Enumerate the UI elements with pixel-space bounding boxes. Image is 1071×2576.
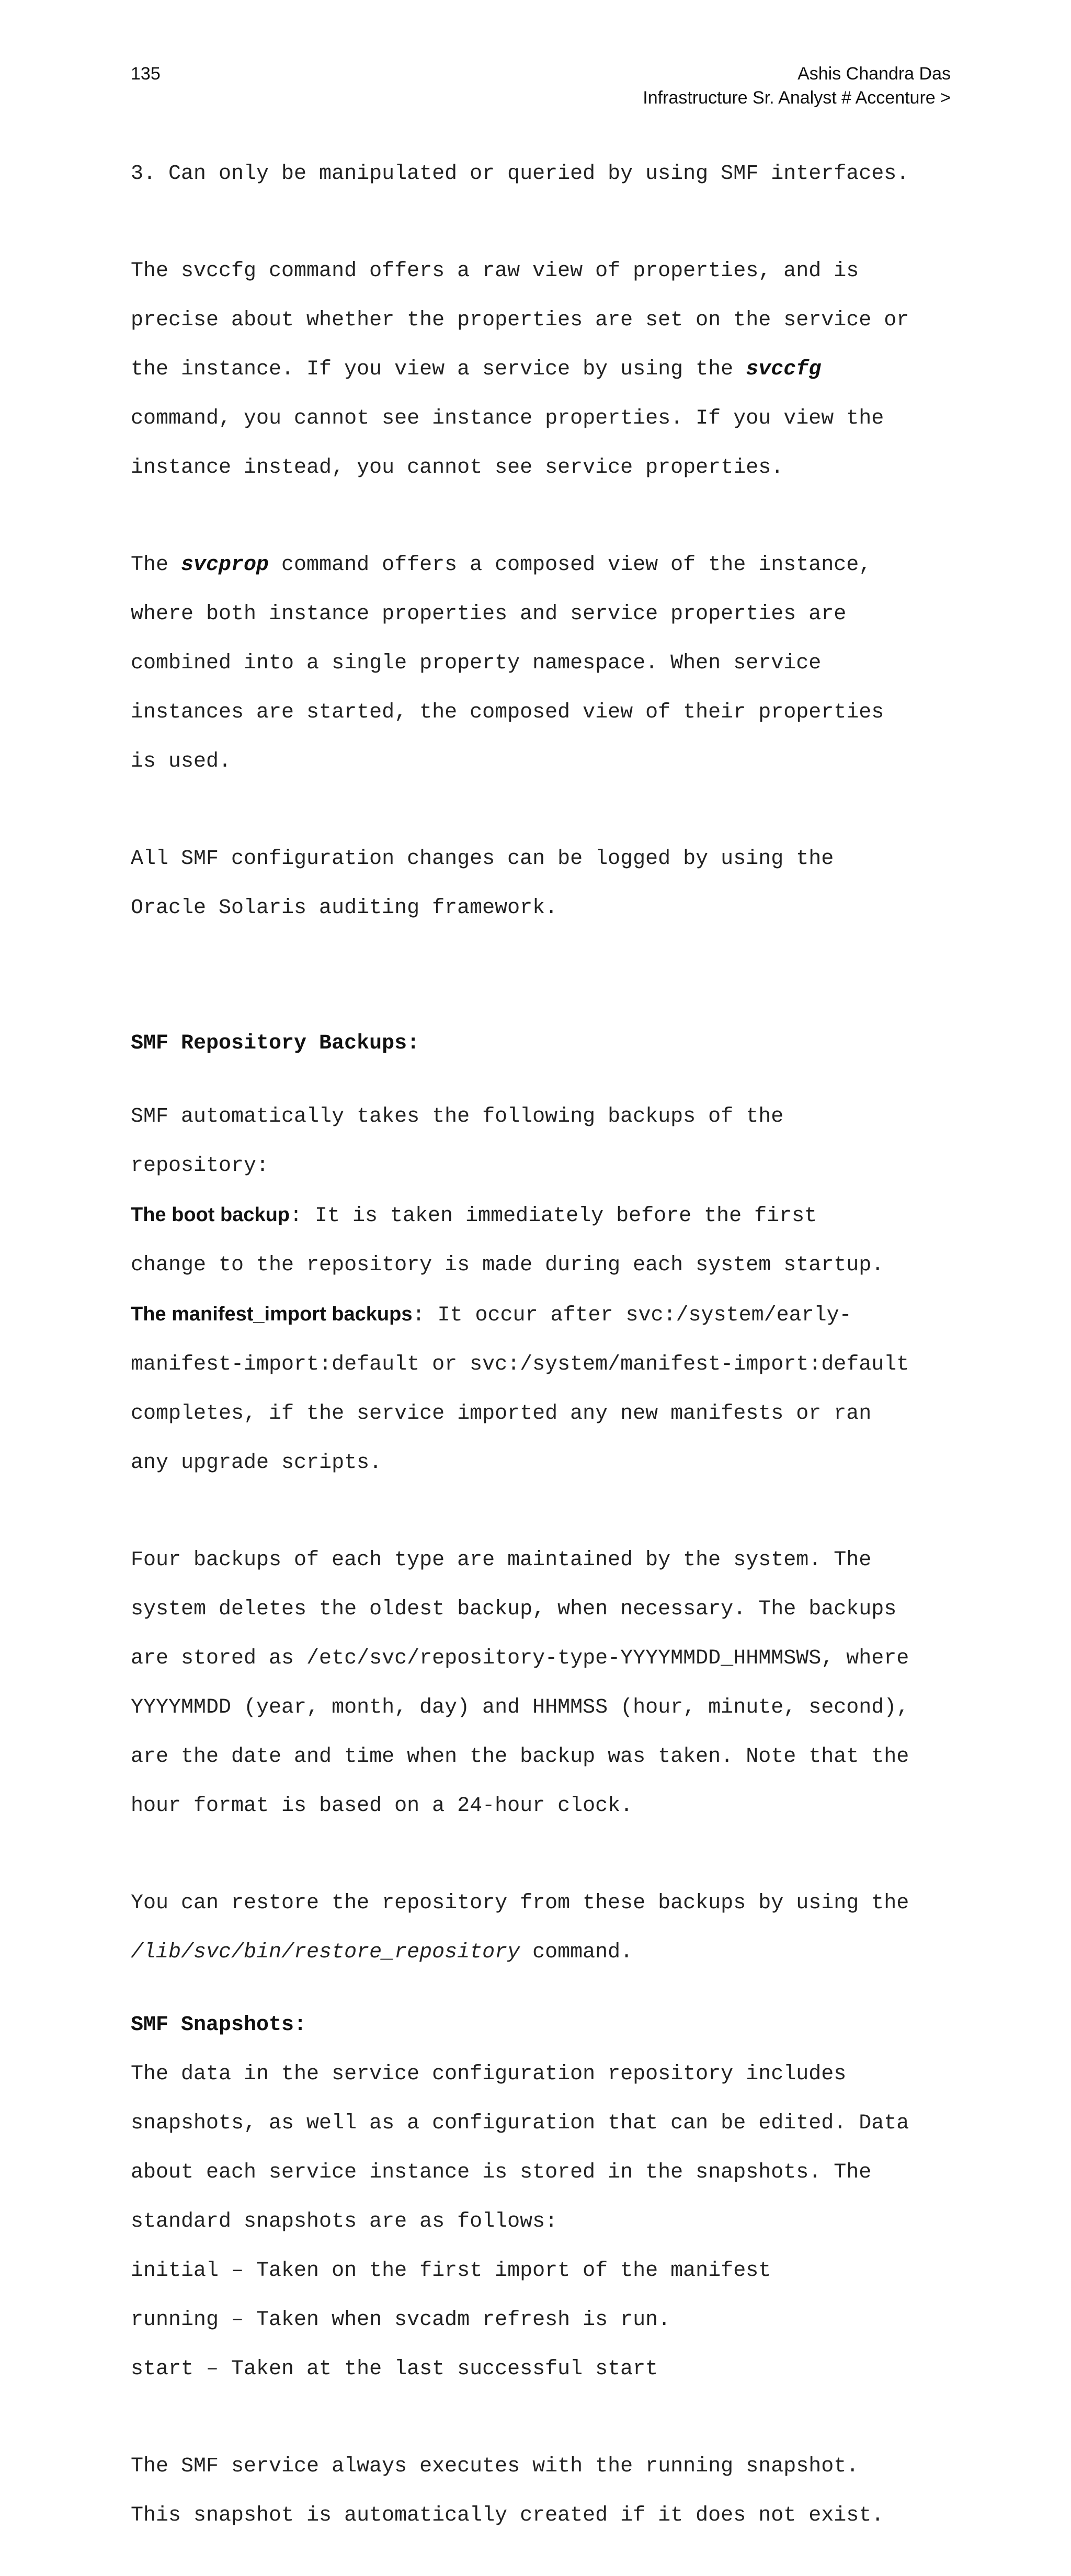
text-line: where both instance properties and service properties are bbox=[131, 602, 847, 626]
text-line: completes, if the service imported any new manifests or ran bbox=[131, 1402, 872, 1426]
svccfg-paragraph bbox=[131, 234, 951, 505]
text-line: about each service instance is stored in the snapshots. The bbox=[131, 2161, 872, 2184]
text-fragment: command. bbox=[520, 1941, 633, 1964]
snapshot-initial: initial – Taken on the first import of the manifest bbox=[131, 2259, 771, 2283]
author-role: Infrastructure Sr. Analyst # Accenture > bbox=[643, 88, 951, 108]
snapshot-running: running – Taken when svcadm refresh is run. bbox=[131, 2308, 671, 2332]
text-line: are the date and time when the backup was taken. Note that the bbox=[131, 1745, 909, 1769]
term-boot-backup: The boot backup bbox=[131, 1204, 290, 1226]
text-line: command, you cannot see instance properties. If you view the bbox=[131, 407, 884, 430]
svcprop-paragraph bbox=[131, 528, 951, 799]
text-line: You can restore the repository from these backups by using the bbox=[131, 1891, 909, 1915]
heading-repository-backups: SMF Repository Backups: bbox=[131, 1032, 420, 1055]
term-manifest-import-backups: The manifest_import backups bbox=[131, 1303, 413, 1325]
command-svccfg: svccfg bbox=[746, 358, 822, 381]
text-fragment: : It occur after svc:/system/early- bbox=[412, 1304, 852, 1327]
text-line: repository: bbox=[131, 1154, 269, 1178]
text-line: is used. bbox=[131, 750, 232, 773]
command-restore-repository: /lib/svc/bin/restore_repository bbox=[131, 1941, 520, 1964]
author-block bbox=[643, 62, 951, 110]
text-line: Four backups of each type are maintained by the system. The bbox=[131, 1548, 872, 1572]
author-name: Ashis Chandra Das bbox=[797, 64, 951, 84]
text-line: All SMF configuration changes can be logged by using the bbox=[131, 847, 834, 871]
text-fragment: : It is taken immediately before the first bbox=[290, 1204, 817, 1228]
text-line: standard snapshots are as follows: bbox=[131, 2210, 558, 2233]
text-line bbox=[131, 553, 951, 577]
command-svcprop: svcprop bbox=[181, 553, 269, 577]
text-line: The svccfg command offers a raw view of properties, and is bbox=[131, 259, 859, 283]
text-line: SMF automatically takes the following backups of the bbox=[131, 1105, 784, 1129]
heading-snapshots: SMF Snapshots: bbox=[131, 2013, 307, 2037]
text-line: Oracle Solaris auditing framework. bbox=[131, 896, 558, 920]
text-fragment: the instance. If you view a service by using the bbox=[131, 358, 746, 381]
page-number: 135 bbox=[131, 64, 161, 84]
text-line: combined into a single property namespace. When service bbox=[131, 652, 822, 675]
text-line: instances are started, the composed view of their properties bbox=[131, 701, 884, 724]
text-line: 3. Can only be manipulated or queried by using SMF interfaces. bbox=[131, 162, 909, 186]
text-line: hour format is based on a 24-hour clock. bbox=[131, 1794, 633, 1818]
text-line: snapshots, as well as a configuration that can be edited. Data bbox=[131, 2112, 909, 2135]
text-line: system deletes the oldest backup, when necessary. The backups bbox=[131, 1598, 897, 1621]
restore-paragraph bbox=[131, 1866, 951, 1989]
text-line bbox=[131, 1203, 951, 1228]
text-line: The data in the service configuration repository includes bbox=[131, 2062, 847, 2086]
text-line bbox=[131, 357, 951, 382]
text-line: manifest-import:default or svc:/system/manifest-import:default bbox=[131, 1353, 909, 1376]
text-line: are stored as /etc/svc/repository-type-YYYYMMDD_HHMMSWS, where bbox=[131, 1647, 909, 1670]
backups-paragraph bbox=[131, 1080, 951, 1500]
list-item-3 bbox=[131, 137, 951, 211]
snapshot-start: start – Taken at the last successful start bbox=[131, 2357, 658, 2381]
text-line: This snapshot is automatically created if it does not exist. bbox=[131, 2504, 884, 2527]
text-line: precise about whether the properties are set on the service or bbox=[131, 309, 909, 332]
text-line: any upgrade scripts. bbox=[131, 1451, 382, 1475]
audit-paragraph bbox=[131, 822, 951, 945]
text-line: instance instead, you cannot see service properties. bbox=[131, 456, 784, 480]
text-line: The SMF service always executes with the running snapshot. bbox=[131, 2455, 859, 2478]
snapshots-paragraph bbox=[131, 2037, 951, 2406]
final-paragraph bbox=[131, 2430, 951, 2552]
text-fragment: command offers a composed view of the instance, bbox=[269, 553, 872, 577]
text-line: YYYYMMDD (year, month, day) and HHMMSS (hour, minute, second), bbox=[131, 1696, 909, 1719]
document-body bbox=[131, 137, 951, 2576]
text-line bbox=[131, 1302, 951, 1328]
four-backups-paragraph bbox=[131, 1523, 951, 1843]
text-line bbox=[131, 1940, 951, 1965]
text-line: change to the repository is made during each system startup. bbox=[131, 1253, 884, 1277]
spacer bbox=[131, 968, 951, 1031]
text-fragment: The bbox=[131, 553, 181, 577]
